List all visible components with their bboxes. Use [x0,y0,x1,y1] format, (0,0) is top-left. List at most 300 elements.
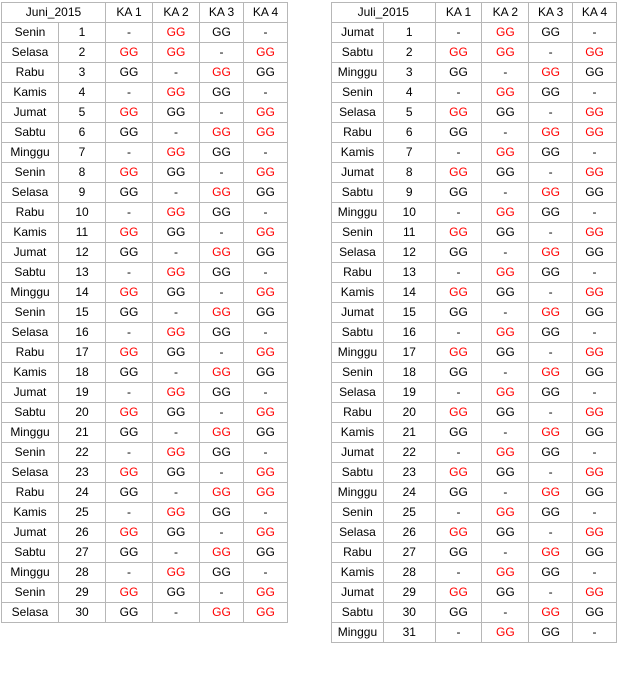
ka-value-cell[interactable]: - [529,43,573,63]
day-cell[interactable]: Selasa [2,463,59,483]
date-cell[interactable]: 20 [59,403,106,423]
ka-value-cell[interactable]: GG [200,243,244,263]
date-cell[interactable]: 25 [383,503,435,523]
date-cell[interactable]: 8 [383,163,435,183]
ka-value-cell[interactable]: - [573,623,617,643]
day-cell[interactable]: Sabtu [2,263,59,283]
date-cell[interactable]: 29 [383,583,435,603]
ka-value-cell[interactable]: GG [244,183,288,203]
ka-value-cell[interactable]: GG [482,403,529,423]
ka-value-cell[interactable]: GG [529,363,573,383]
ka-value-cell[interactable]: GG [435,43,482,63]
day-cell[interactable]: Sabtu [332,43,384,63]
ka-value-cell[interactable]: - [482,603,529,623]
ka-value-cell[interactable]: GG [153,163,200,183]
ka-value-cell[interactable]: - [153,243,200,263]
ka-value-cell[interactable]: GG [200,123,244,143]
day-cell[interactable]: Minggu [332,63,384,83]
ka-value-cell[interactable]: - [153,303,200,323]
ka-value-cell[interactable]: GG [482,443,529,463]
ka-value-cell[interactable]: - [573,323,617,343]
date-cell[interactable]: 13 [383,263,435,283]
day-cell[interactable]: Senin [2,163,59,183]
ka-value-cell[interactable]: GG [482,503,529,523]
ka-value-cell[interactable]: GG [482,343,529,363]
day-cell[interactable]: Rabu [332,403,384,423]
day-cell[interactable]: Senin [2,443,59,463]
ka-value-cell[interactable]: - [200,463,244,483]
ka-value-cell[interactable]: GG [200,363,244,383]
ka-value-cell[interactable]: GG [106,363,153,383]
day-cell[interactable]: Kamis [332,143,384,163]
date-cell[interactable]: 18 [59,363,106,383]
ka-value-cell[interactable]: GG [529,123,573,143]
ka-value-cell[interactable]: GG [200,503,244,523]
date-cell[interactable]: 18 [383,363,435,383]
ka-value-cell[interactable]: GG [435,603,482,623]
ka-value-cell[interactable]: GG [200,483,244,503]
ka-value-cell[interactable]: GG [153,23,200,43]
date-cell[interactable]: 1 [383,23,435,43]
date-cell[interactable]: 31 [383,623,435,643]
ka-value-cell[interactable]: GG [200,303,244,323]
ka-value-cell[interactable]: - [573,23,617,43]
ka-value-cell[interactable]: GG [244,283,288,303]
ka-value-cell[interactable]: - [529,163,573,183]
ka-value-cell[interactable]: - [573,443,617,463]
ka-value-cell[interactable]: - [435,383,482,403]
ka-value-cell[interactable]: GG [573,283,617,303]
ka-header-cell[interactable]: KA 4 [244,3,288,23]
ka-value-cell[interactable]: - [244,383,288,403]
date-cell[interactable]: 3 [59,63,106,83]
ka-header-cell[interactable]: KA 4 [573,3,617,23]
ka-value-cell[interactable]: GG [244,423,288,443]
ka-value-cell[interactable]: - [200,343,244,363]
ka-value-cell[interactable]: GG [482,623,529,643]
date-cell[interactable]: 21 [59,423,106,443]
date-cell[interactable]: 2 [59,43,106,63]
ka-value-cell[interactable]: GG [106,543,153,563]
month-header-cell[interactable]: Juli_2015 [332,3,436,23]
date-cell[interactable]: 14 [383,283,435,303]
ka-value-cell[interactable]: - [153,63,200,83]
ka-value-cell[interactable]: GG [200,63,244,83]
date-cell[interactable]: 29 [59,583,106,603]
date-cell[interactable]: 17 [383,343,435,363]
day-cell[interactable]: Jumat [2,103,59,123]
ka-value-cell[interactable]: GG [244,43,288,63]
ka-value-cell[interactable]: GG [106,103,153,123]
date-cell[interactable]: 9 [59,183,106,203]
date-cell[interactable]: 10 [383,203,435,223]
ka-value-cell[interactable]: GG [435,483,482,503]
ka-value-cell[interactable]: - [200,163,244,183]
day-cell[interactable]: Kamis [332,563,384,583]
ka-value-cell[interactable]: - [153,423,200,443]
ka-value-cell[interactable]: GG [482,563,529,583]
ka-value-cell[interactable]: GG [200,383,244,403]
ka-value-cell[interactable]: GG [529,303,573,323]
ka-value-cell[interactable]: GG [573,223,617,243]
date-cell[interactable]: 28 [59,563,106,583]
date-cell[interactable]: 15 [59,303,106,323]
date-cell[interactable]: 27 [383,543,435,563]
ka-value-cell[interactable]: GG [244,363,288,383]
date-cell[interactable]: 8 [59,163,106,183]
ka-value-cell[interactable]: GG [106,463,153,483]
ka-value-cell[interactable]: GG [435,523,482,543]
ka-header-cell[interactable]: KA 3 [529,3,573,23]
ka-value-cell[interactable]: GG [200,423,244,443]
ka-value-cell[interactable]: - [482,483,529,503]
ka-value-cell[interactable]: GG [435,243,482,263]
date-cell[interactable]: 7 [383,143,435,163]
ka-value-cell[interactable]: GG [200,543,244,563]
ka-value-cell[interactable]: - [106,263,153,283]
day-cell[interactable]: Sabtu [332,183,384,203]
ka-value-cell[interactable]: GG [529,623,573,643]
day-cell[interactable]: Jumat [332,23,384,43]
day-cell[interactable]: Senin [332,83,384,103]
ka-value-cell[interactable]: GG [153,403,200,423]
ka-value-cell[interactable]: - [244,323,288,343]
date-cell[interactable]: 5 [59,103,106,123]
ka-value-cell[interactable]: - [153,543,200,563]
date-cell[interactable]: 30 [59,603,106,623]
date-cell[interactable]: 20 [383,403,435,423]
ka-value-cell[interactable]: - [573,263,617,283]
ka-value-cell[interactable]: GG [529,563,573,583]
ka-value-cell[interactable]: GG [573,423,617,443]
ka-header-cell[interactable]: KA 2 [482,3,529,23]
day-cell[interactable]: Sabtu [332,323,384,343]
date-cell[interactable]: 13 [59,263,106,283]
date-cell[interactable]: 28 [383,563,435,583]
ka-value-cell[interactable]: GG [435,283,482,303]
day-cell[interactable]: Rabu [2,343,59,363]
day-cell[interactable]: Jumat [2,243,59,263]
ka-value-cell[interactable]: GG [153,343,200,363]
day-cell[interactable]: Minggu [332,623,384,643]
ka-value-cell[interactable]: GG [482,43,529,63]
ka-value-cell[interactable]: GG [244,583,288,603]
ka-value-cell[interactable]: - [573,563,617,583]
ka-value-cell[interactable]: GG [529,23,573,43]
ka-value-cell[interactable]: GG [482,203,529,223]
date-cell[interactable]: 23 [383,463,435,483]
ka-value-cell[interactable]: GG [200,603,244,623]
ka-value-cell[interactable]: GG [153,223,200,243]
ka-value-cell[interactable]: - [529,403,573,423]
day-cell[interactable]: Senin [332,363,384,383]
ka-value-cell[interactable]: - [200,403,244,423]
ka-value-cell[interactable]: GG [244,243,288,263]
ka-value-cell[interactable]: - [244,563,288,583]
ka-value-cell[interactable]: GG [244,63,288,83]
date-cell[interactable]: 22 [59,443,106,463]
date-cell[interactable]: 26 [383,523,435,543]
ka-value-cell[interactable]: - [106,563,153,583]
ka-value-cell[interactable]: - [435,443,482,463]
ka-value-cell[interactable]: - [435,323,482,343]
ka-value-cell[interactable]: - [573,83,617,103]
ka-value-cell[interactable]: GG [200,563,244,583]
ka-value-cell[interactable]: - [435,263,482,283]
ka-value-cell[interactable]: GG [106,523,153,543]
ka-header-cell[interactable]: KA 3 [200,3,244,23]
ka-value-cell[interactable]: GG [529,263,573,283]
day-cell[interactable]: Selasa [332,103,384,123]
ka-value-cell[interactable]: GG [200,143,244,163]
ka-value-cell[interactable]: - [200,583,244,603]
ka-value-cell[interactable]: - [529,283,573,303]
date-cell[interactable]: 7 [59,143,106,163]
ka-value-cell[interactable]: - [200,103,244,123]
ka-value-cell[interactable]: GG [153,503,200,523]
date-cell[interactable]: 24 [383,483,435,503]
ka-value-cell[interactable]: GG [529,383,573,403]
day-cell[interactable]: Senin [2,583,59,603]
date-cell[interactable]: 11 [59,223,106,243]
date-cell[interactable]: 23 [59,463,106,483]
date-cell[interactable]: 11 [383,223,435,243]
date-cell[interactable]: 25 [59,503,106,523]
ka-value-cell[interactable]: - [529,523,573,543]
ka-value-cell[interactable]: - [153,483,200,503]
ka-value-cell[interactable]: GG [244,603,288,623]
ka-value-cell[interactable]: - [529,583,573,603]
ka-value-cell[interactable]: GG [106,283,153,303]
ka-value-cell[interactable]: - [106,23,153,43]
ka-value-cell[interactable]: GG [573,403,617,423]
ka-value-cell[interactable]: GG [200,23,244,43]
ka-value-cell[interactable]: GG [482,23,529,43]
ka-value-cell[interactable]: GG [435,463,482,483]
day-cell[interactable]: Senin [2,23,59,43]
ka-value-cell[interactable]: - [529,463,573,483]
ka-value-cell[interactable]: GG [573,303,617,323]
day-cell[interactable]: Sabtu [332,463,384,483]
ka-value-cell[interactable]: GG [435,543,482,563]
date-cell[interactable]: 1 [59,23,106,43]
day-cell[interactable]: Jumat [332,163,384,183]
ka-value-cell[interactable]: GG [482,223,529,243]
date-cell[interactable]: 3 [383,63,435,83]
date-cell[interactable]: 27 [59,543,106,563]
ka-value-cell[interactable]: GG [573,523,617,543]
date-cell[interactable]: 6 [383,123,435,143]
date-cell[interactable]: 12 [383,243,435,263]
date-cell[interactable]: 16 [59,323,106,343]
day-cell[interactable]: Jumat [2,523,59,543]
ka-value-cell[interactable]: GG [106,223,153,243]
ka-value-cell[interactable]: GG [482,323,529,343]
ka-value-cell[interactable]: - [573,383,617,403]
ka-value-cell[interactable]: - [244,203,288,223]
day-cell[interactable]: Kamis [332,423,384,443]
day-cell[interactable]: Jumat [2,383,59,403]
day-cell[interactable]: Sabtu [2,123,59,143]
ka-header-cell[interactable]: KA 1 [106,3,153,23]
ka-value-cell[interactable]: GG [244,543,288,563]
ka-value-cell[interactable]: GG [153,43,200,63]
day-cell[interactable]: Selasa [332,243,384,263]
ka-value-cell[interactable]: GG [106,183,153,203]
day-cell[interactable]: Kamis [332,283,384,303]
ka-value-cell[interactable]: GG [435,423,482,443]
date-cell[interactable]: 30 [383,603,435,623]
day-cell[interactable]: Sabtu [2,543,59,563]
ka-value-cell[interactable]: GG [435,403,482,423]
ka-header-cell[interactable]: KA 1 [435,3,482,23]
ka-value-cell[interactable]: - [482,243,529,263]
ka-value-cell[interactable]: - [435,143,482,163]
ka-value-cell[interactable]: GG [573,603,617,623]
ka-value-cell[interactable]: GG [529,603,573,623]
ka-value-cell[interactable]: GG [482,383,529,403]
day-cell[interactable]: Minggu [2,423,59,443]
ka-value-cell[interactable]: - [106,83,153,103]
day-cell[interactable]: Selasa [2,603,59,623]
day-cell[interactable]: Senin [332,503,384,523]
ka-value-cell[interactable]: GG [435,163,482,183]
ka-value-cell[interactable]: GG [106,303,153,323]
day-cell[interactable]: Selasa [2,323,59,343]
ka-value-cell[interactable]: GG [482,103,529,123]
ka-value-cell[interactable]: GG [573,483,617,503]
day-cell[interactable]: Rabu [332,543,384,563]
date-cell[interactable]: 17 [59,343,106,363]
ka-value-cell[interactable]: - [106,323,153,343]
ka-value-cell[interactable]: GG [435,123,482,143]
ka-value-cell[interactable]: - [200,43,244,63]
day-cell[interactable]: Minggu [2,563,59,583]
date-cell[interactable]: 5 [383,103,435,123]
ka-value-cell[interactable]: GG [573,123,617,143]
ka-value-cell[interactable]: GG [482,283,529,303]
ka-value-cell[interactable]: GG [435,223,482,243]
ka-value-cell[interactable]: GG [244,303,288,323]
ka-value-cell[interactable]: GG [573,183,617,203]
ka-value-cell[interactable]: - [482,183,529,203]
ka-value-cell[interactable]: GG [244,343,288,363]
ka-value-cell[interactable]: - [573,503,617,523]
day-cell[interactable]: Kamis [2,503,59,523]
ka-value-cell[interactable]: GG [482,523,529,543]
day-cell[interactable]: Senin [2,303,59,323]
ka-value-cell[interactable]: - [435,563,482,583]
ka-value-cell[interactable]: - [106,443,153,463]
ka-value-cell[interactable]: - [244,143,288,163]
ka-value-cell[interactable]: GG [106,243,153,263]
ka-value-cell[interactable]: GG [153,463,200,483]
day-cell[interactable]: Rabu [2,203,59,223]
ka-value-cell[interactable]: GG [529,323,573,343]
day-cell[interactable]: Minggu [332,203,384,223]
ka-value-cell[interactable]: - [482,363,529,383]
ka-value-cell[interactable]: GG [153,263,200,283]
ka-value-cell[interactable]: GG [153,83,200,103]
ka-value-cell[interactable]: GG [529,543,573,563]
ka-value-cell[interactable]: - [482,303,529,323]
date-cell[interactable]: 10 [59,203,106,223]
ka-value-cell[interactable]: GG [153,383,200,403]
day-cell[interactable]: Rabu [332,123,384,143]
ka-value-cell[interactable]: GG [435,183,482,203]
ka-value-cell[interactable]: GG [106,603,153,623]
ka-value-cell[interactable]: GG [153,523,200,543]
ka-value-cell[interactable]: - [482,423,529,443]
ka-value-cell[interactable]: GG [106,43,153,63]
ka-value-cell[interactable]: GG [529,443,573,463]
ka-value-cell[interactable]: - [153,603,200,623]
ka-value-cell[interactable]: GG [106,403,153,423]
date-cell[interactable]: 22 [383,443,435,463]
ka-value-cell[interactable]: GG [573,343,617,363]
day-cell[interactable]: Selasa [2,43,59,63]
date-cell[interactable]: 14 [59,283,106,303]
date-cell[interactable]: 4 [59,83,106,103]
date-cell[interactable]: 21 [383,423,435,443]
ka-value-cell[interactable]: - [573,143,617,163]
ka-header-cell[interactable]: KA 2 [153,3,200,23]
date-cell[interactable]: 19 [59,383,106,403]
ka-value-cell[interactable]: - [435,23,482,43]
day-cell[interactable]: Sabtu [332,603,384,623]
ka-value-cell[interactable]: - [106,383,153,403]
ka-value-cell[interactable]: GG [106,423,153,443]
ka-value-cell[interactable]: GG [573,63,617,83]
ka-value-cell[interactable]: - [529,223,573,243]
ka-value-cell[interactable]: GG [529,83,573,103]
ka-value-cell[interactable]: - [435,83,482,103]
ka-value-cell[interactable]: GG [153,583,200,603]
date-cell[interactable]: 6 [59,123,106,143]
ka-value-cell[interactable]: - [573,203,617,223]
day-cell[interactable]: Kamis [2,223,59,243]
ka-value-cell[interactable]: GG [200,443,244,463]
date-cell[interactable]: 19 [383,383,435,403]
date-cell[interactable]: 26 [59,523,106,543]
ka-value-cell[interactable]: GG [244,223,288,243]
ka-value-cell[interactable]: - [106,143,153,163]
ka-value-cell[interactable]: GG [573,583,617,603]
ka-value-cell[interactable]: GG [435,103,482,123]
day-cell[interactable]: Sabtu [2,403,59,423]
ka-value-cell[interactable]: GG [435,343,482,363]
ka-value-cell[interactable]: - [435,503,482,523]
ka-value-cell[interactable]: GG [482,463,529,483]
ka-value-cell[interactable]: GG [573,243,617,263]
ka-value-cell[interactable]: GG [106,123,153,143]
ka-value-cell[interactable]: GG [482,143,529,163]
day-cell[interactable]: Jumat [332,583,384,603]
ka-value-cell[interactable]: - [244,503,288,523]
date-cell[interactable]: 15 [383,303,435,323]
date-cell[interactable]: 4 [383,83,435,103]
day-cell[interactable]: Rabu [2,63,59,83]
day-cell[interactable]: Selasa [332,523,384,543]
ka-value-cell[interactable]: GG [244,483,288,503]
ka-value-cell[interactable]: GG [244,403,288,423]
ka-value-cell[interactable]: - [153,123,200,143]
day-cell[interactable]: Rabu [2,483,59,503]
ka-value-cell[interactable]: GG [529,203,573,223]
day-cell[interactable]: Minggu [332,343,384,363]
ka-value-cell[interactable]: GG [200,183,244,203]
date-cell[interactable]: 2 [383,43,435,63]
